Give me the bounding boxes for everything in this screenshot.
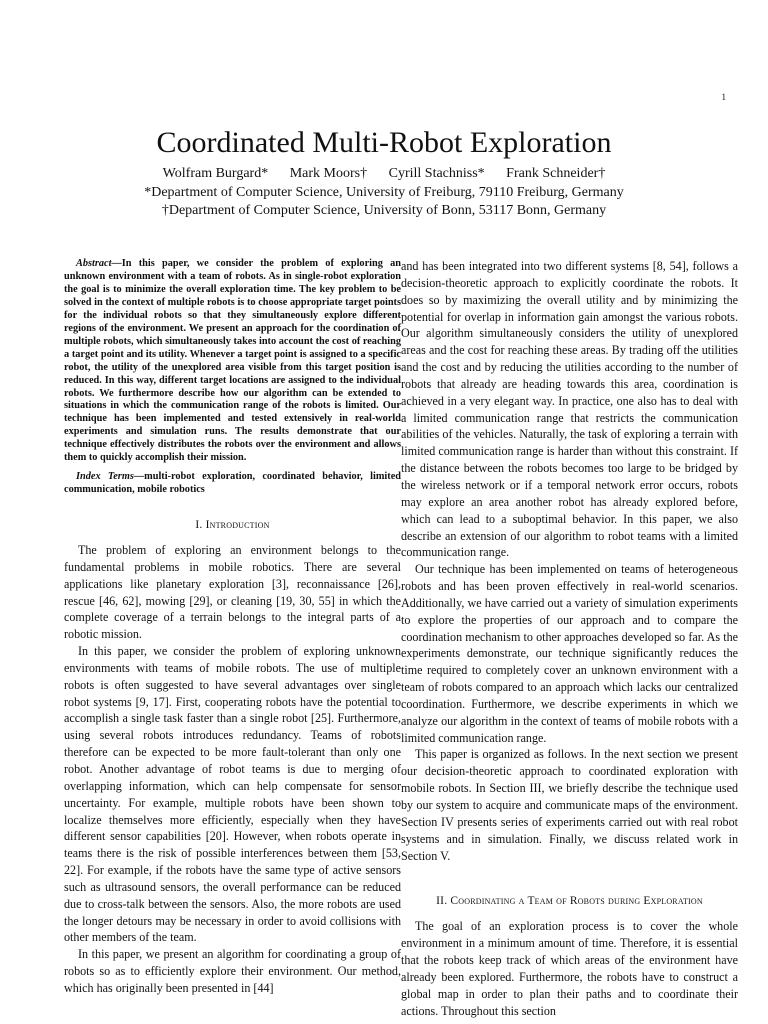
paper-title: Coordinated Multi-Robot Exploration — [156, 126, 612, 159]
paragraph: The goal of an exploration process is to cover the whole environment in a minimum amount of time. Therefore, it is essential that the robots keep track of which areas of the environment have already been explored. Furthermore, the robots have to construct a global map in order to plan their paths and to coordinate their actions. Throughout this section — [401, 919, 738, 1018]
affiliation-bonn: †Department of Computer Science, University of Bonn, 53117 Bonn, Germany — [161, 203, 607, 218]
abstract-text: In this paper, we consider the problem of exploring an unknown environment with a team of robots. As in single-robot exploration the goal is to minimize the overall exploration time. The key problem to be solved in the context of multiple robots is to choose appropriate target points for the individual robots so that they simultaneously explore different regions of the environment. We present an approach for the coordination of multiple robots, which simultaneously takes into account the cost of reaching a target point and its utility. Whenever a target point is assigned to a specific robot, the utility of the unexplored area visible from this target position is reduced. In this way, different target locations are assigned to the individual robots. We furthermore describe how our algorithm can be extended to situations in which the communication range of the robots is limited. Our technique has been implemented and tested extensively in real-world experiments and simulation runs. The results demonstrate that our technique effectively distributes the robots over the environment and allows them to quickly accomplish their mission. — [64, 258, 401, 464]
index-terms — [64, 471, 401, 497]
author: Mark Moors† — [289, 166, 368, 181]
author: Cyrill Stachniss* — [388, 166, 485, 181]
paragraph: Our technique has been implemented on teams of heterogeneous robots and has been proven effectively in real-world scenarios. Additionally, we have carried out a variety of simulation experiments to explore the properties of our approach and to compare the coordination mechanism to other approaches developed so far. As the experiments demonstrate, our technique significantly reduces the time required to completely cover an unknown environment with a team of robots compared to an approach which lacks our centralized coordination. Furthermore, we describe experiments in which we analyze our algorithm in the context of teams of mobile robots with a limited communication range. — [401, 562, 738, 745]
paragraph: This paper is organized as follows. In the next section we present our decision-theoretic approach to coordinated exploration with mobile robots. In Section III, we briefly describe the technique used by our system to acquire and communicate maps of the environment. Section IV presents series of experiments carried out with real robot systems and in simulation. Finally, we discuss related work in Section V. — [401, 747, 738, 863]
author-list — [0, 166, 768, 182]
index-terms-text: multi-robot exploration, coordinated behavior, limited communication, mobile robotics — [64, 471, 401, 496]
paragraph: In this paper, we present an algorithm for coordinating a group of robots so as to efficiently explore their environment. Our method, which has originally been presented in [44] — [64, 947, 401, 995]
affiliation-freiburg: *Department of Computer Science, University of Freiburg, 79110 Freiburg, Germany — [144, 185, 624, 200]
left-column — [64, 258, 401, 997]
author: Frank Schneider† — [506, 166, 606, 181]
paragraph: The problem of exploring an environment belongs to the fundamental problems in mobile robotics. There are several applications like planetary exploration [3], reconnaissance [26], rescue [46, 62], mowing [29], or cleaning [19, 30, 55] in which the complete coverage of a terrain belongs to the integral parts of a robotic mission. — [64, 543, 401, 642]
section-heading-introduction: I. Introduction — [195, 519, 270, 532]
author: Wolfram Burgard* — [162, 166, 269, 181]
page-number: 1 — [721, 92, 726, 102]
abstract-label: Abstract— — [76, 258, 122, 269]
section-heading-coordination: II. Coordinating a Team of Robots during Exploration — [436, 895, 703, 908]
index-terms-label: Index Terms— — [76, 471, 145, 483]
paragraph: and has been integrated into two different systems [8, 54], follows a decision-theoretic approach to explicitly coordinate the robots. It does so by maximizing the overall utility and by minimizing the potential for overlap in information gain amongst the various robots. Our algorithm simultaneously considers the utility of unexplored areas and the cost for reaching these areas. By trading off the utilities and the cost and by reducing the utilities according to the number of robots that already are heading towards this area, coordination is achieved in a very elegant way. In practice, one also has to deal with a limited communication range that restricts the communication abilities of the vehicles. Naturally, the task of exploring a terrain with limited communication range is harder than without this constraint. If the distance between the robots becomes too large to be bridged by the wireless network or if a temporal network error occurs, robots may explore an area another robot has already explored before, which can lead to a suboptimal behavior. In this paper, we also describe an extension of our algorithm to robot teams with a limited communication range. — [401, 259, 738, 560]
right-column — [401, 258, 738, 1019]
abstract — [64, 258, 401, 465]
paragraph: In this paper, we consider the problem of exploring unknown environments with teams of mobile robots. The use of multiple robots is often suggested to have several advantages over single robot systems [9, 17]. First, cooperating robots have the potential to accomplish a single task faster than a single robot [25]. Furthermore, using several robots introduces redundancy. Teams of robots therefore can be expected to be more fault-tolerant than only one robot. Another advantage of robot teams is due to merging of overlapping information, which can help compensate for sensor uncertainty. For example, multiple robots have been shown to localize themselves more efficiently, especially when they have different sensor capabilities [20]. However, when robots operate in teams there is the risk of possible interferences between them [53, 22]. For example, if the robots have the same type of active sensors such as ultrasound sensors, the overall performance can be reduced due to cross-talk between the sensors. Also, the more robots are used the longer detours may be necessary in order to avoid collisions with other members of the team. — [64, 644, 401, 945]
